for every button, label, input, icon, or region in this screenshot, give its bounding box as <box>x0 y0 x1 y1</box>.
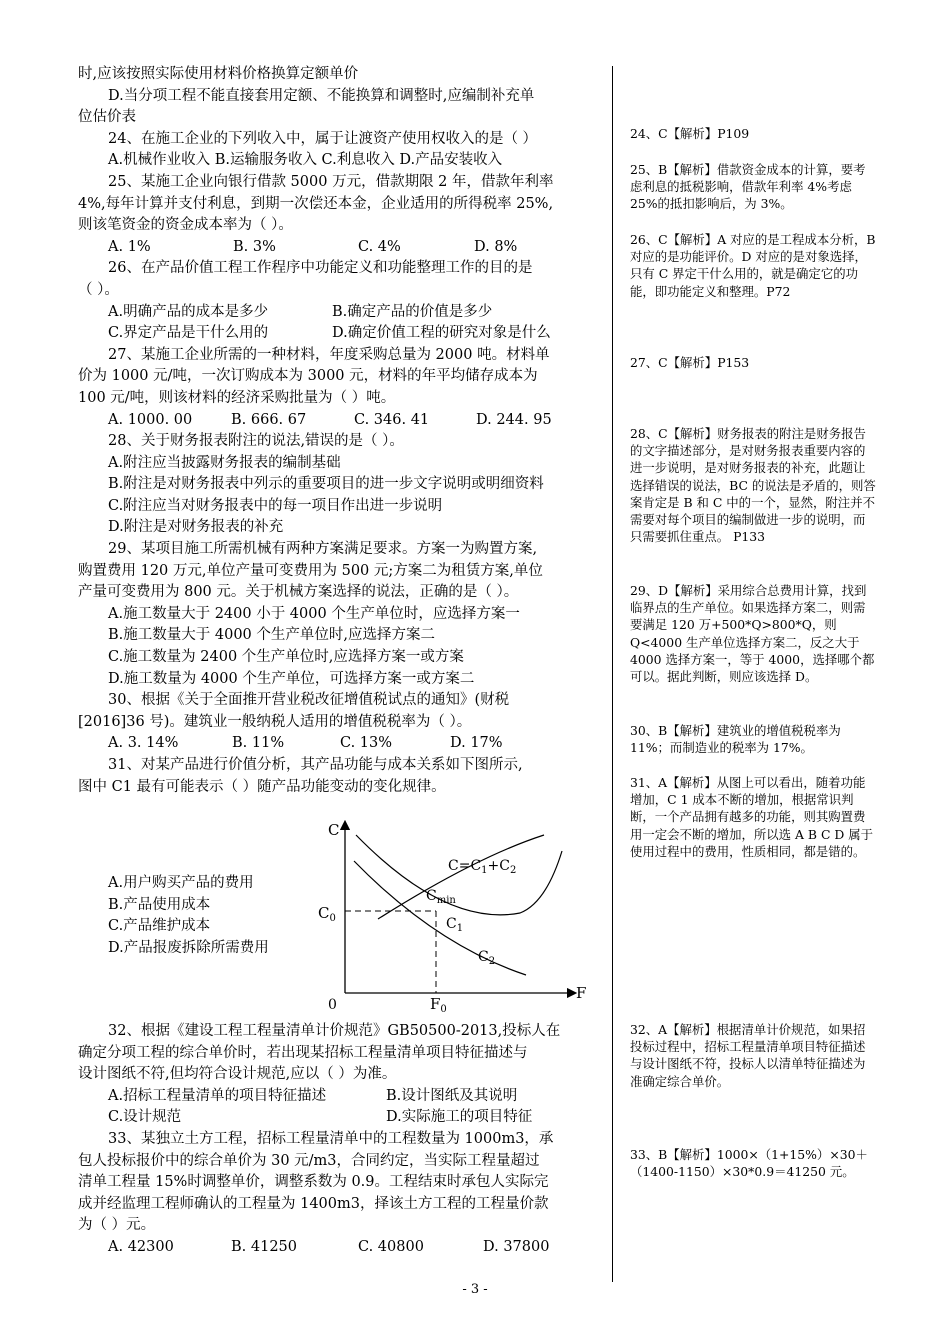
question-30: 30、根据《关于全面推开营业税改征增值税试点的通知》(财税 <box>108 692 510 709</box>
question-26-options-row <box>78 302 598 324</box>
text-line: 图中 C1 最有可能表示（ ）随产品功能变动的变化规律。 <box>78 778 446 795</box>
answer-text: 27、C【解析】P153 <box>630 355 750 370</box>
question-25-options <box>78 237 598 259</box>
question-30-options <box>78 733 598 755</box>
option-b: B.产品使用成本 <box>108 896 211 913</box>
option-b: B. 666. 67 <box>231 411 307 428</box>
answer-24 <box>630 125 876 142</box>
text-line: 购置费用 120 万元,单位产量可变费用为 500 元;方案二为租赁方案,单位 <box>78 562 543 579</box>
text-line: 则该笔资金的资金成本率为（ ）。 <box>78 217 293 234</box>
option-c: C.施工数量为 2400 个生产单位时,应选择方案一或方案 <box>108 649 464 666</box>
question-27-options <box>78 410 598 432</box>
option-a: A.招标工程量清单的项目特征描述 <box>108 1087 327 1104</box>
x-axis-label: F <box>576 984 587 1002</box>
question-32: 32、根据《建设工程工程量清单计价规范》GB50500-2013,投标人在 <box>108 1023 561 1039</box>
page-number: - 3 - <box>462 1282 488 1297</box>
option-a: A.明确产品的成本是多少 <box>108 303 269 320</box>
option-d: D.确定价值工程的研究对象是什么 <box>332 325 551 342</box>
answer-text: 32、A【解析】根据清单计价规范，如果招投标过程中，招标工程量清单项目特征描述与设计图纸不符，投标人以清单特征描述为准确定综合单价。 <box>630 1022 866 1089</box>
option-c: C.设计规范 <box>108 1109 182 1126</box>
text-line: D.当分项工程不能直接套用定额、不能换算和调整时,应编制补充单 <box>108 87 535 104</box>
question-29: 29、某项目施工所需机械有两种方案满足要求。方案一为购置方案, <box>108 541 538 558</box>
option-d: D. 17% <box>450 735 503 752</box>
c2-label: $C_2$ <box>478 949 496 967</box>
option-d: D.实际施工的项目特征 <box>386 1109 533 1126</box>
text-line: 时,应该按照实际使用材料价格换算定额单价 <box>78 66 359 82</box>
option-a: A. 1000. 00 <box>108 411 193 428</box>
option-b: B.设计图纸及其说明 <box>386 1087 518 1104</box>
total-cost-curve <box>356 835 562 915</box>
answer-text: 30、B【解析】建筑业的增值税税率为 11%；而制造业的税率为 17%。 <box>630 723 841 756</box>
answer-text: 29、D【解析】采用综合总费用计算，找到临界点的生产单位。如果选择方案二，则需要满足 120 万+500*Q>800*Q，则 Q<4000 生产单位选择方案二，反之大于 4000 选择方案一，等于 4000，选择哪个都可以。据此判断，则应该选择 D。 <box>630 583 875 685</box>
option-b: B. 3% <box>233 238 276 255</box>
text-line: 产量可变费用为 800 元。关于机械方案选择的说法，正确的是（ ）。 <box>78 584 519 601</box>
option-a: A.附注应当披露财务报表的编制基础 <box>108 454 341 471</box>
option-d: D.产品报废拆除所需费用 <box>108 939 269 956</box>
option-d: D. 8% <box>474 238 518 255</box>
question-32-options-row <box>78 1086 598 1108</box>
text-line: 为（ ）元。 <box>78 1217 156 1234</box>
answer-30 <box>630 722 876 756</box>
question-24-options: A.机械作业收入 B.运输服务收入 C.利息收入 D.产品安装收入 <box>108 152 503 169</box>
f0-label: $F_0$ <box>430 995 447 1015</box>
c0-label: $C_0$ <box>318 904 336 924</box>
option-c: C.界定产品是干什么用的 <box>108 325 269 342</box>
answer-31 <box>630 774 876 860</box>
cmin-label: $C_{min}$ <box>426 888 456 906</box>
answer-28 <box>630 425 876 545</box>
text-line: 4%,每年计算并支付利息，到期一次偿还本金，企业适用的所得税率 25%, <box>78 195 554 212</box>
answer-text: 31、A【解析】从图上可以看出，随着功能增加，C 1 成本不断的增加，根据常识判断，一个产品拥有越多的功能，则其购置费用一定会不断的增加，所以选 A B C D 属于使用过程中的费用，性质相同，都是错的。 <box>630 775 874 859</box>
answer-32 <box>630 1021 876 1090</box>
option-b: B. 41250 <box>231 1238 298 1255</box>
question-33: 33、某独立土方工程，招标工程量清单中的工程数量为 1000m3，承 <box>108 1130 554 1147</box>
text-line: 清单工程量 15%时调整单价，调整系数为 0.9。工程结束时承包人实际完 <box>78 1174 549 1191</box>
option-a: A.施工数量大于 2400 小于 4000 个生产单位时，应选择方案一 <box>108 605 520 622</box>
text-line: [2016]36 号)。建筑业一般纳税人适用的增值税税率为（ ）。 <box>78 713 472 730</box>
answer-text: 28、C【解析】财务报表的附注是财务报告的文字描述部分，是对财务报表重要内容的进一步说明，是对财务报表的补充，此题让选择错误的说法，BC 的说法是矛盾的，则答案肯定是 B 和 C 中的一个，显然，附注并不需要对每个项目的编制做进一步的说明，而只需要抓住重点。 P133 <box>630 426 876 545</box>
text-line: 包人投标报价中的综合单价为 30 元/m3，合同约定，当实际工程量超过 <box>78 1152 540 1169</box>
answer-text: 24、C【解析】P109 <box>630 126 750 141</box>
answer-25 <box>630 161 876 213</box>
answer-text: 33、B【解析】1000×（1+15%）×30＋（1400-1150）×30*0.9＝41250 元。 <box>630 1147 868 1180</box>
option-c: C. 13% <box>340 735 393 752</box>
question-33-options <box>78 1237 598 1259</box>
answer-27 <box>630 354 876 371</box>
answer-33 <box>630 1146 876 1180</box>
option-d: D.附注是对财务报表的补充 <box>108 519 284 536</box>
question-26-options-row <box>78 323 598 345</box>
answer-29 <box>630 582 876 685</box>
option-a: A. 3. 14% <box>108 735 179 752</box>
option-a: A. 42300 <box>108 1238 174 1255</box>
answer-text: 26、C【解析】A 对应的是工程成本分析，B 对应的是功能评价。D 对应的是对象选择，只有 C 界定干什么用的，就是确定它的功能，即功能定义和整理。P72 <box>630 232 876 299</box>
question-28: 28、关于财务报表附注的说法,错误的是（ ）。 <box>108 433 404 450</box>
text-line: 100 元/吨，则该材料的经济采购批量为（ ）吨。 <box>78 389 396 406</box>
cost-function-figure <box>78 815 598 1015</box>
text-line: 价为 1000 元/吨，一次订购成本为 3000 元，材料的年平均储存成本为 <box>78 368 538 385</box>
option-b: B. 11% <box>232 735 285 752</box>
questions-column <box>78 64 598 798</box>
option-c: C. 346. 41 <box>354 411 430 428</box>
text-line: 设计图纸不符,但均符合设计规范,应以（ ）为准。 <box>78 1066 397 1083</box>
question-31: 31、对某产品进行价值分析，其产品功能与成本关系如下图所示, <box>108 757 523 773</box>
option-b: B.附注是对财务报表中列示的重要项目的进一步文字说明或明细资料 <box>108 476 544 493</box>
question-32-options-row <box>78 1107 598 1129</box>
text-line: 成并经监理工程师确认的工程量为 1400m3，择该土方工程的工程量价款 <box>78 1195 549 1212</box>
question-24: 24、在施工企业的下列收入中，属于让渡资产使用权收入的是（ ） <box>108 130 538 147</box>
question-26: 26、在产品价值工程工作程序中功能定义和功能整理工作的目的是 <box>108 260 533 277</box>
option-c: C. 40800 <box>358 1238 424 1255</box>
option-c: C.附注应当对财务报表中的每一项目作出进一步说明 <box>108 497 443 514</box>
y-axis-label: C <box>328 821 340 839</box>
option-c: C. 4% <box>358 238 401 255</box>
origin-label: 0 <box>328 997 337 1013</box>
option-d: D. 244. 95 <box>476 411 552 428</box>
option-d: D.施工数量为 4000 个生产单位，可选择方案一或方案二 <box>108 670 475 687</box>
answer-26 <box>630 231 876 300</box>
cost-curve-graph <box>78 815 598 1015</box>
column-divider <box>612 66 613 1282</box>
option-d: D. 37800 <box>483 1238 550 1255</box>
question-25: 25、某施工企业向银行借款 5000 万元，借款期限 2 年，借款年利率 <box>108 173 554 190</box>
text-line: （ ）。 <box>78 281 119 298</box>
option-a: A. 1% <box>108 238 151 255</box>
text-line: 确定分项工程的综合单价时，若出现某招标工程量清单项目特征描述与 <box>78 1044 528 1061</box>
questions-column-lower <box>78 1021 598 1259</box>
c1-label: $C_1$ <box>446 916 464 934</box>
option-b: B.确定产品的价值是多少 <box>332 303 493 320</box>
option-c: C.产品维护成本 <box>108 918 211 935</box>
answer-text: 25、B【解析】借款资金成本的计算，要考虑利息的抵税影响，借款年利率 4%考虑 25%的抵扣影响后，为 3%。 <box>630 162 866 212</box>
option-a: A.用户购买产品的费用 <box>108 875 254 891</box>
total-cost-label: $C=C_1+C_2$ <box>448 858 517 876</box>
option-b: B.施工数量大于 4000 个生产单位时,应选择方案二 <box>108 627 435 644</box>
question-27: 27、某施工企业所需的一种材料，年度采购总量为 2000 吨。材料单 <box>108 346 550 363</box>
text-line: 位估价表 <box>78 109 136 126</box>
